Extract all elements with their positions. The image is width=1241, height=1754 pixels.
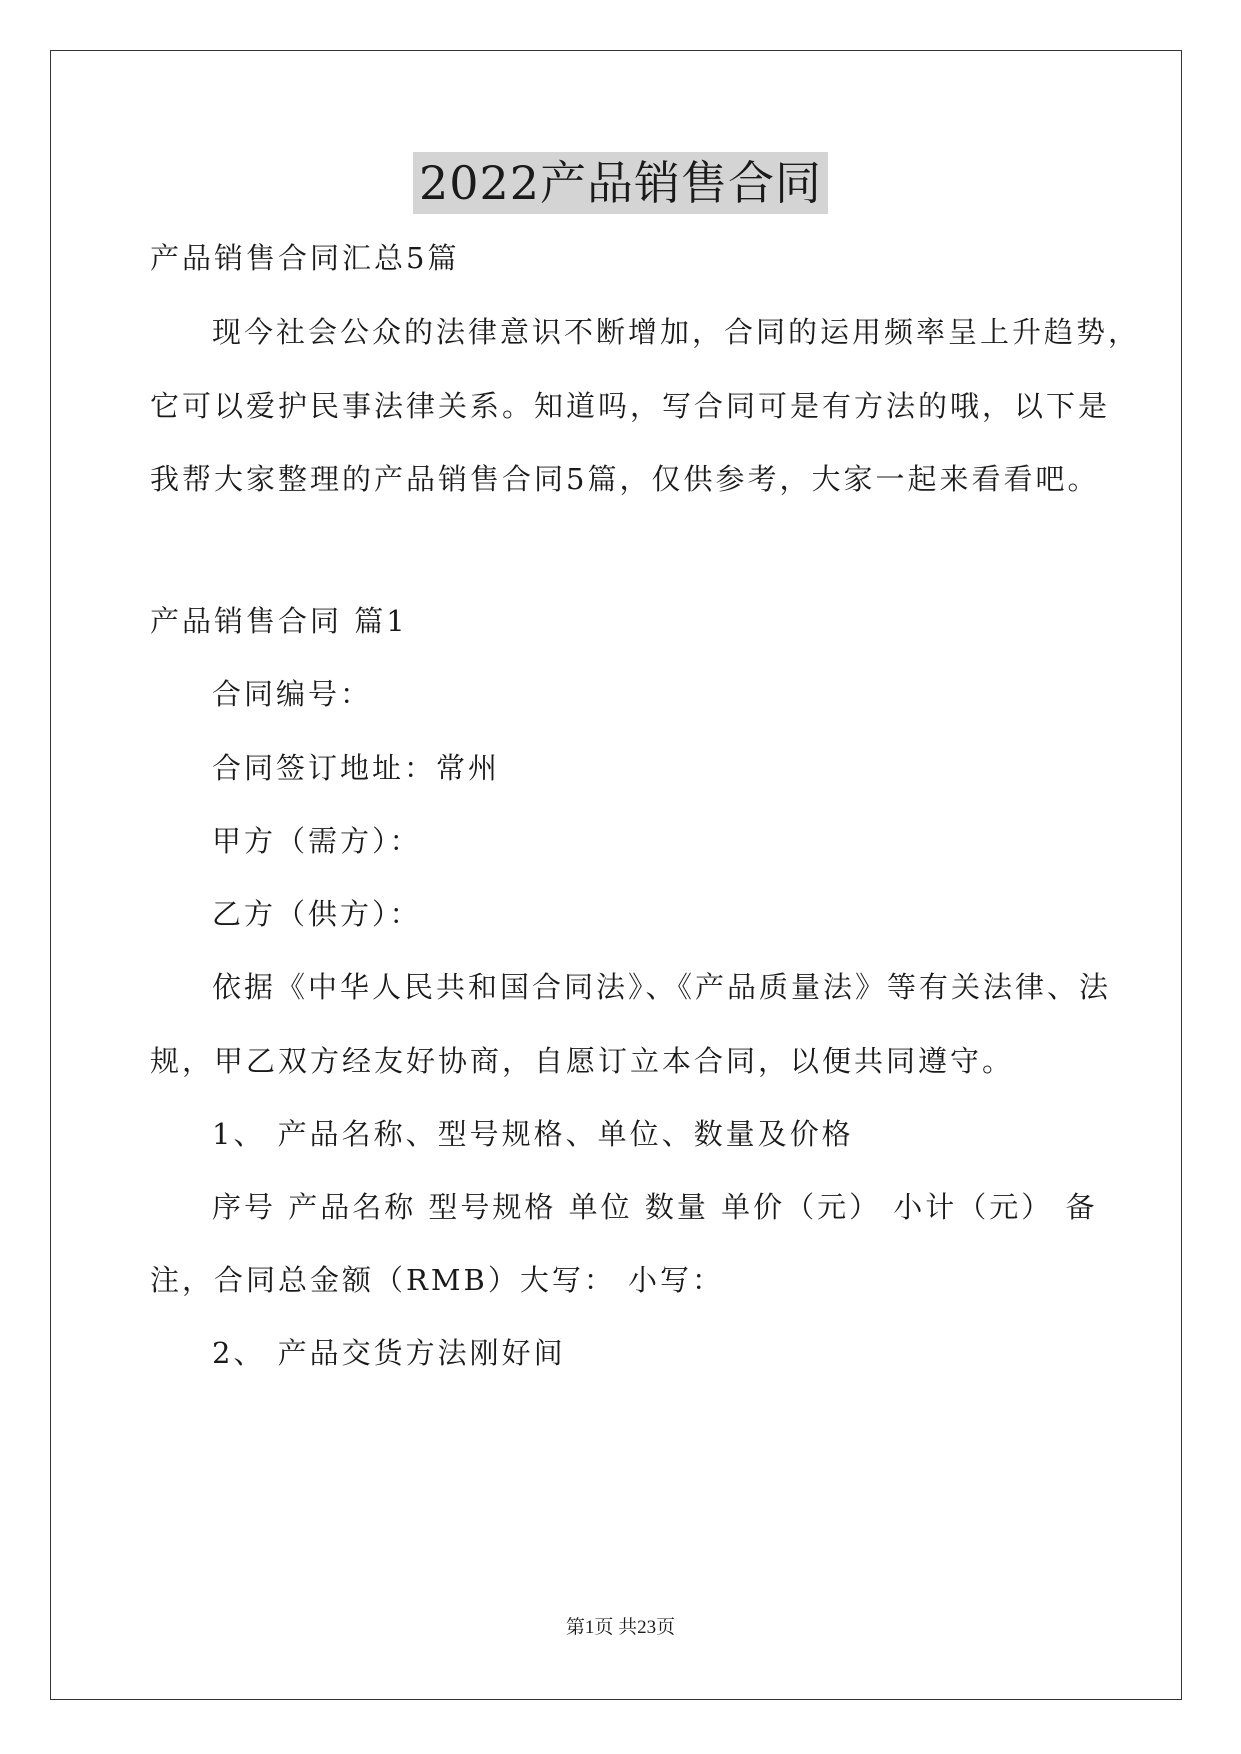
party-a-field: 甲方（需方）： (212, 824, 422, 858)
page-border (50, 50, 1182, 1700)
sign-place-field: 合同签订地址：常州 (212, 751, 501, 785)
intro-line-1: 现今社会公众的法律意识不断增加，合同的运用频率呈上升趋势， (212, 315, 1141, 349)
title-container (0, 152, 1241, 214)
intro-line-2: 它可以爱护民事法律关系。知道吗，写合同可是有方法的哦，以下是 (150, 389, 1111, 423)
contract-number-field: 合同编号： (212, 677, 373, 711)
table-header-line-1: 序号 产品名称 型号规格 单位 数量 单价（元） 小计（元） 备 (212, 1190, 1098, 1224)
clause-2-heading: 2、 产品交货方法刚好间 (212, 1336, 566, 1370)
intro-line-3: 我帮大家整理的产品销售合同5篇，仅供参考，大家一起来看看吧。 (150, 462, 1100, 496)
section-heading: 产品销售合同 篇1 (150, 604, 408, 638)
clause-1-heading: 1、 产品名称、型号规格、单位、数量及价格 (212, 1117, 854, 1151)
party-b-field: 乙方（供方）： (212, 897, 422, 931)
table-header-line-2: 注，合同总金额（RMB）大写： 小写： (150, 1263, 725, 1297)
page-footer: 第1页 共23页 (565, 1617, 676, 1638)
document-title: 2022产品销售合同 (413, 152, 828, 214)
document-subtitle: 产品销售合同汇总5篇 (150, 241, 460, 275)
basis-line-2: 规，甲乙双方经友好协商，自愿订立本合同，以便共同遵守。 (150, 1044, 1015, 1078)
basis-line-1: 依据《中华人民共和国合同法》、《产品质量法》等有关法律、法 (212, 970, 1112, 1004)
